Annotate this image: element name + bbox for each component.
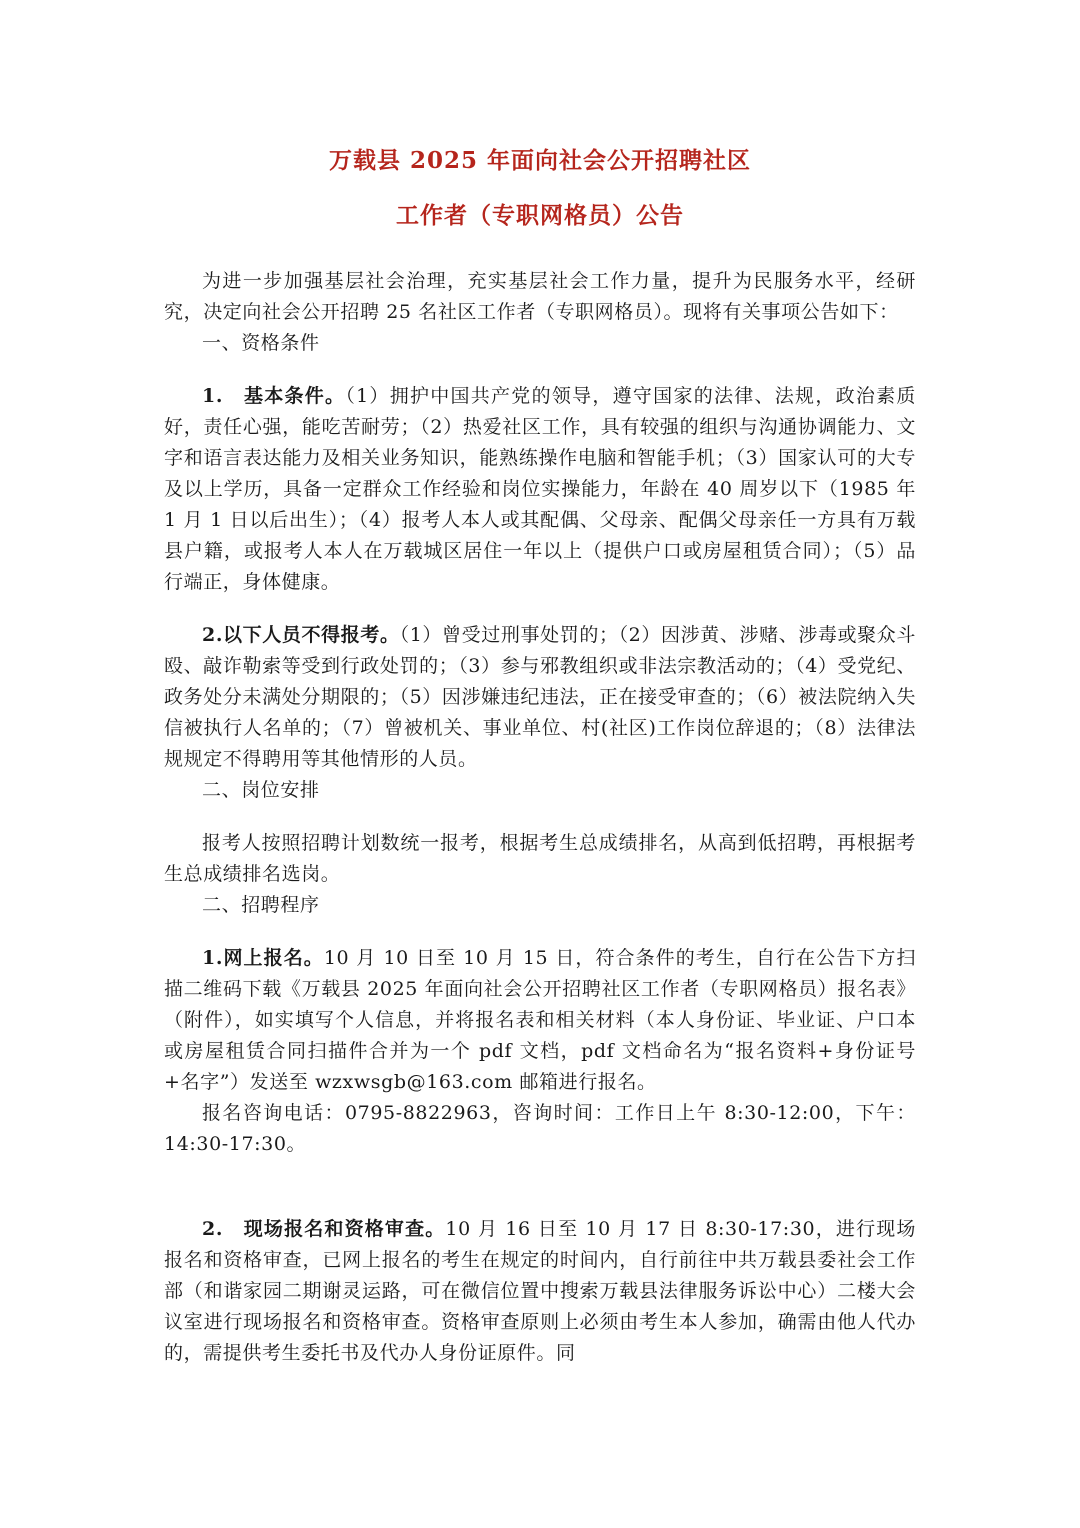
contact-paragraph: 报名咨询电话：0795-8822963，咨询时间：工作日上午 8:30-12:00，下午：14:30-17:30。 <box>164 1102 916 1155</box>
online-registration-lead: 1.网上报名。 <box>202 947 324 969</box>
online-registration-paragraph <box>164 943 916 1098</box>
onsite-registration-lead: 2. 现场报名和资格审查。 <box>202 1218 446 1240</box>
onsite-registration-paragraph <box>164 1214 916 1369</box>
basic-conditions-text: （1）拥护中国共产党的领导，遵守国家的法律、法规，政治素质好，责任心强，能吃苦耐劳；（2）热爱社区工作，具有较强的组织与沟通协调能力、文字和语言表达能力及相关业务知识，能熟练操作电脑和智能手机；（3）国家认可的大专及以上学历，具备一定群众工作经验和岗位实操能力，年龄在 40 周岁以下（1985 年 1 月 1 日以后出生）；（4）报考人本人或其配偶、父母亲、配偶父母亲任一方具有万载县户籍，或报考人本人在万载城区居住一年以上（提供户口或房屋租赁合同）；（5）品行端正，身体健康。 <box>164 385 916 593</box>
intro-paragraph: 为进一步加强基层社会治理，充实基层社会工作力量，提升为民服务水平，经研究，决定向社会公开招聘 25 名社区工作者（专职网格员）。现将有关事项公告如下： <box>164 270 916 323</box>
section-heading-positions: 二、岗位安排 <box>202 779 320 801</box>
exclusions-paragraph <box>164 620 916 775</box>
exclusions-lead: 2.以下人员不得报考。 <box>202 624 400 646</box>
document-body <box>164 266 916 1369</box>
section-heading-procedure: 二、招聘程序 <box>202 894 320 916</box>
online-registration-text: 10 月 10 日至 10 月 15 日，符合条件的考生，自行在公告下方扫描二维码下载《万载县 2025 年面向社会公开招聘社区工作者（专职网格员）报名表》（附件），如实填写个人信息，并将报名表和相关材料（本人身份证、毕业证、户口本或房屋租赁合同扫描件合并为一个 pdf 文档，pdf 文档命名为“报名资料+身份证号+名字”）发送至 wzxwsgb@163.com 邮箱进行报名。 <box>164 947 916 1093</box>
exclusions-text: （1）曾受过刑事处罚的；（2）因涉黄、涉赌、涉毒或聚众斗殴、敲诈勒索等受到行政处罚的；（3）参与邪教组织或非法宗教活动的；（4）受党纪、政务处分未满处分期限的；（5）因涉嫌违纪违法，正在接受审查的；（6）被法院纳入失信被执行人名单的；（7）曾被机关、事业单位、村(社区)工作岗位辞退的；（8）法律法规规定不得聘用等其他情形的人员。 <box>164 624 916 770</box>
title-line-2: 工作者（专职网格员）公告 <box>396 202 684 229</box>
section-heading-qualifications: 一、资格条件 <box>202 332 320 354</box>
title-line-1: 万载县 2025 年面向社会公开招聘社区 <box>328 147 752 174</box>
basic-conditions-lead: 1. 基本条件。 <box>202 385 346 407</box>
basic-conditions-paragraph <box>164 381 916 598</box>
onsite-registration-text: 10 月 16 日至 10 月 17 日 8:30-17:30，进行现场报名和资格审查，已网上报名的考生在规定的时间内，自行前往中共万载县委社会工作部（和谐家园二期谢灵运路，可在微信位置中搜索万载县法律服务诉讼中心）二楼大会议室进行现场报名和资格审查。资格审查原则上必须由考生本人参加，确需由他人代办的，需提供考生委托书及代办人身份证原件。同 <box>164 1218 917 1364</box>
positions-paragraph: 报考人按照招聘计划数统一报考，根据考生总成绩排名，从高到低招聘，再根据考生总成绩排名选岗。 <box>164 832 916 885</box>
